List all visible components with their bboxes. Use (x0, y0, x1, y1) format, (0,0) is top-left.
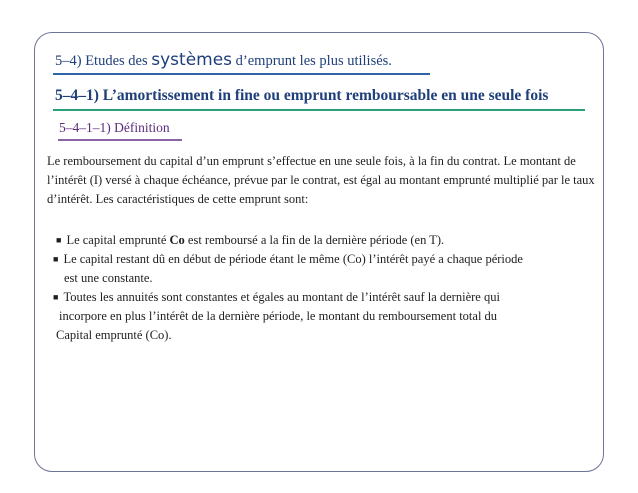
subsection-heading: 5–4–1) L’amortissement in fine ou emprunt remboursable en une seule fois (55, 87, 549, 104)
definition-heading: 5–4–1–1) Définition (59, 120, 170, 135)
list-item (53, 288, 613, 307)
square-bullet-icon: ■ (56, 235, 62, 245)
list-item (53, 250, 613, 269)
subsection-heading-underline (53, 109, 585, 111)
section-heading (55, 50, 392, 70)
section-heading-suffix: d’emprunt les plus utilisés. (232, 53, 392, 69)
list-item-continuation: est une constante. (64, 271, 153, 285)
definition-heading-underline (58, 139, 182, 141)
section-heading-emphasis: systèmes (151, 50, 233, 70)
list-item-text: Le capital restant dû en début de période étant le même (Co) l’intérêt payé a chaque période (63, 252, 523, 266)
section-heading-prefix: 5–4) Etudes des (55, 53, 152, 69)
square-bullet-icon: ■ (53, 292, 59, 302)
list-item (53, 231, 613, 250)
list-item-text: est remboursé a la fin de la dernière période (en T). (184, 233, 445, 247)
square-bullet-icon: ■ (53, 254, 59, 264)
list-item-text: Le capital emprunté (66, 233, 170, 247)
list-item-continuation: Capital emprunté (Co). (56, 328, 172, 342)
list-item-emphasis: Co (169, 233, 185, 247)
definition-paragraph: Le remboursement du capital d’un emprunt s’effectue en une seule fois, à la fin du contrat. Le montant de l’intérêt (I) versé à chaque échéance, prévue par le contrat, est égal au montant emprunté multiplié par le taux d’intérêt. Les caractéristiques de cette emprunt sont: (47, 154, 595, 206)
section-heading-underline (53, 73, 430, 75)
characteristics-list (53, 231, 613, 345)
list-item-text: Toutes les annuités sont constantes et égales au montant de l’intérêt sauf la dernière qui (63, 290, 500, 304)
list-item-continuation: incorpore en plus l’intérêt de la dernière période, le montant du remboursement total du (59, 309, 498, 323)
